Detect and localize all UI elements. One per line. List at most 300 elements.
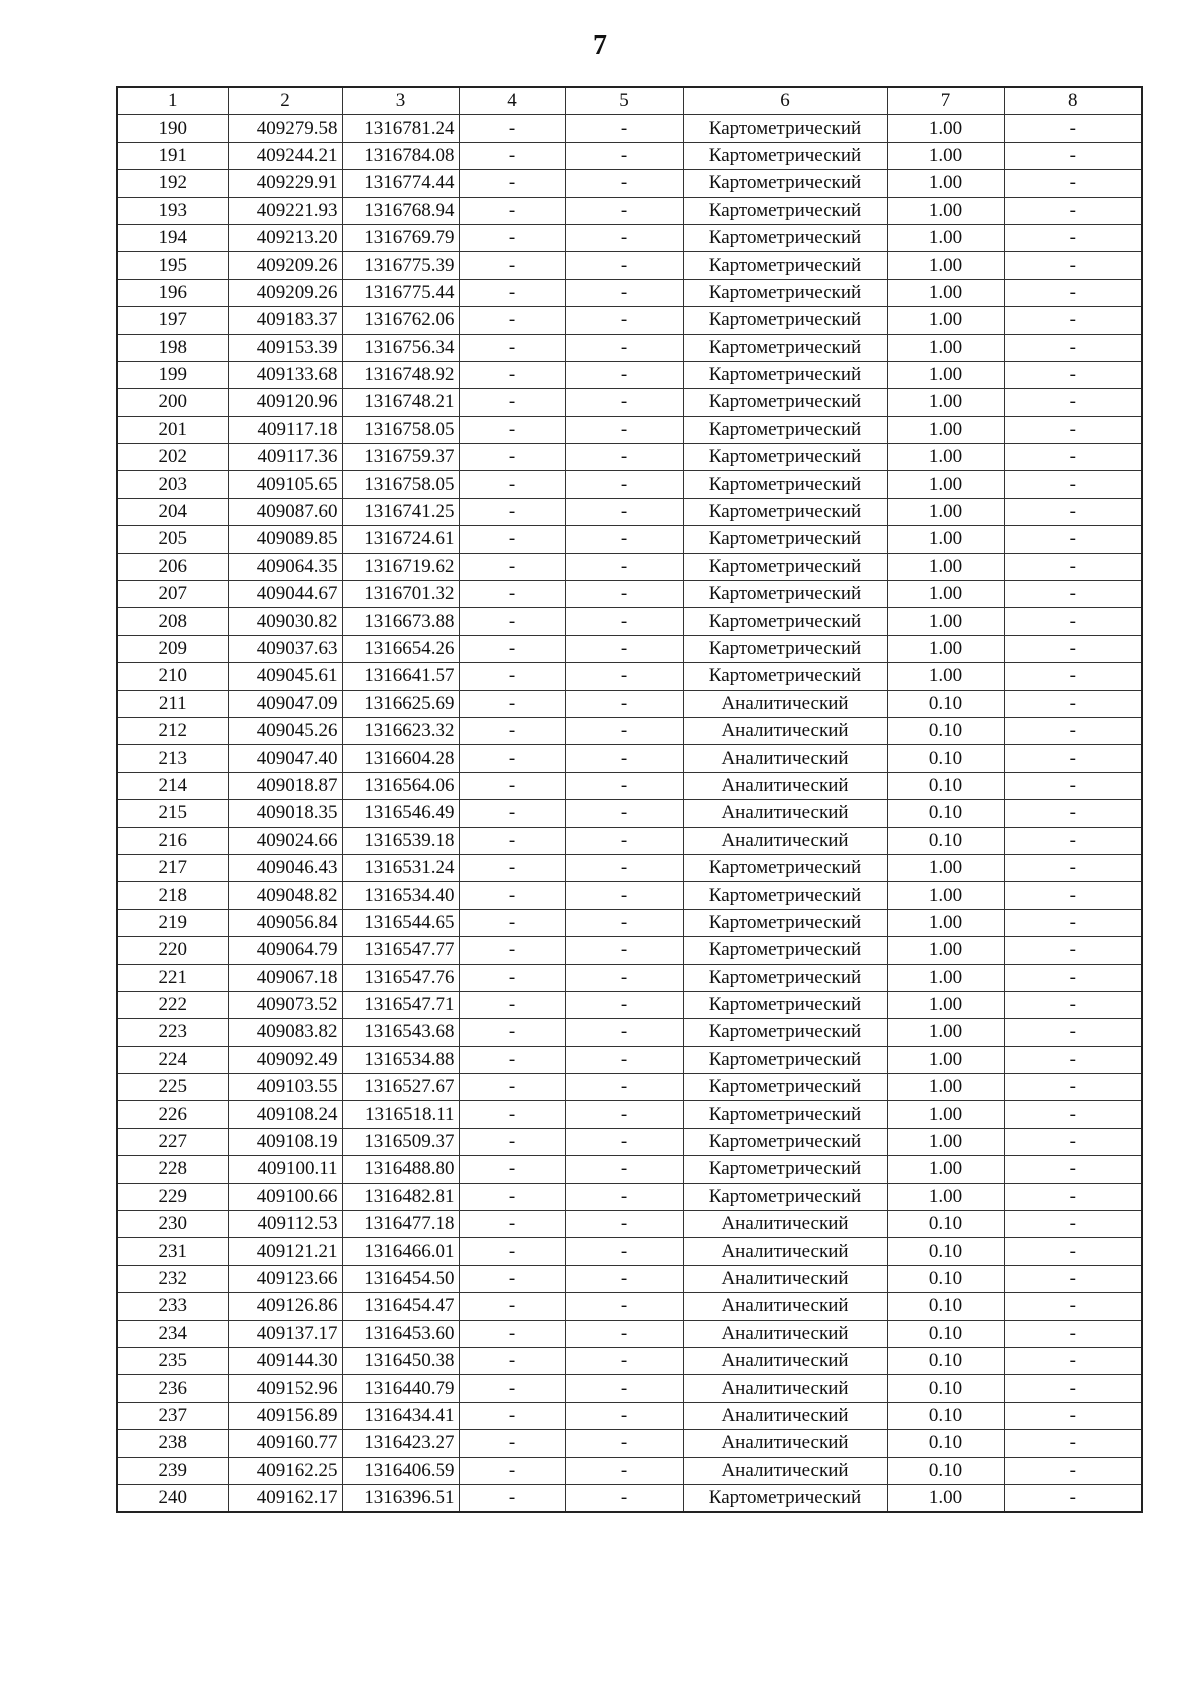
table-cell: -	[459, 1402, 565, 1429]
table-cell: 1.00	[887, 581, 1004, 608]
table-cell: -	[1004, 964, 1142, 991]
table-cell: Картометрический	[683, 115, 887, 142]
header-cell: 5	[565, 87, 683, 115]
table-cell: 194	[117, 224, 228, 251]
table-cell: -	[565, 252, 683, 279]
table-cell: -	[459, 608, 565, 635]
table-cell: 214	[117, 772, 228, 799]
table-cell: 1.00	[887, 909, 1004, 936]
table-row	[117, 635, 1142, 662]
table-cell: 409137.17	[228, 1320, 342, 1347]
table-cell: Аналитический	[683, 827, 887, 854]
table-cell: -	[565, 170, 683, 197]
table-cell: 409103.55	[228, 1074, 342, 1101]
table-cell: 409018.35	[228, 800, 342, 827]
table-cell: 224	[117, 1046, 228, 1073]
table-cell: 409162.25	[228, 1457, 342, 1484]
table-cell: 1316781.24	[342, 115, 459, 142]
table-cell: -	[459, 498, 565, 525]
table-cell: 1.00	[887, 170, 1004, 197]
table-cell: 1316724.61	[342, 526, 459, 553]
table-cell: 409037.63	[228, 635, 342, 662]
table-cell: -	[459, 1019, 565, 1046]
header-cell: 6	[683, 87, 887, 115]
table-cell: 196	[117, 279, 228, 306]
table-cell: -	[1004, 170, 1142, 197]
table-cell: 209	[117, 635, 228, 662]
table-cell: -	[565, 772, 683, 799]
table-cell: -	[565, 1430, 683, 1457]
table-cell: 0.10	[887, 1320, 1004, 1347]
table-cell: -	[459, 745, 565, 772]
table-row	[117, 553, 1142, 580]
table-row	[117, 717, 1142, 744]
table-cell: -	[565, 361, 683, 388]
table-cell: -	[1004, 389, 1142, 416]
table-cell: 1316775.44	[342, 279, 459, 306]
table-cell: Картометрический	[683, 170, 887, 197]
table-row	[117, 1402, 1142, 1429]
table-row	[117, 991, 1142, 1018]
table-row	[117, 772, 1142, 799]
table-cell: 213	[117, 745, 228, 772]
table-row	[117, 444, 1142, 471]
table-cell: 1316509.37	[342, 1128, 459, 1155]
table-row	[117, 1347, 1142, 1374]
table-cell: -	[565, 909, 683, 936]
table-cell: Аналитический	[683, 1375, 887, 1402]
table-cell: -	[459, 1347, 565, 1374]
table-cell: Аналитический	[683, 1265, 887, 1292]
table-cell: 207	[117, 581, 228, 608]
table-cell: -	[565, 307, 683, 334]
table-cell: 1.00	[887, 471, 1004, 498]
table-cell: -	[459, 772, 565, 799]
table-cell: 1.00	[887, 416, 1004, 443]
table-cell: -	[1004, 1101, 1142, 1128]
table-cell: 1.00	[887, 635, 1004, 662]
table-cell: 1316482.81	[342, 1183, 459, 1210]
table-cell: -	[1004, 416, 1142, 443]
table-cell: -	[565, 1402, 683, 1429]
table-cell: -	[565, 471, 683, 498]
header-cell: 2	[228, 87, 342, 115]
table-cell: 208	[117, 608, 228, 635]
table-cell: -	[565, 416, 683, 443]
table-cell: -	[459, 635, 565, 662]
table-cell: 1316768.94	[342, 197, 459, 224]
table-cell: 1.00	[887, 444, 1004, 471]
table-cell: 1316547.71	[342, 991, 459, 1018]
table-cell: Картометрический	[683, 553, 887, 580]
table-cell: -	[459, 854, 565, 881]
table-cell: 1.00	[887, 307, 1004, 334]
table-cell: -	[565, 526, 683, 553]
table-row	[117, 416, 1142, 443]
table-cell: 206	[117, 553, 228, 580]
table-cell: 409092.49	[228, 1046, 342, 1073]
table-cell: 212	[117, 717, 228, 744]
table-row	[117, 827, 1142, 854]
table-cell: -	[459, 1484, 565, 1512]
table-row	[117, 1238, 1142, 1265]
table-cell: -	[1004, 1375, 1142, 1402]
table-cell: -	[459, 1156, 565, 1183]
table-cell: 1316719.62	[342, 553, 459, 580]
table-cell: 1316396.51	[342, 1484, 459, 1512]
table-row	[117, 1457, 1142, 1484]
table-cell: 0.10	[887, 1347, 1004, 1374]
table-cell: 192	[117, 170, 228, 197]
table-cell: -	[459, 526, 565, 553]
table-cell: 409030.82	[228, 608, 342, 635]
table-cell: 409126.86	[228, 1293, 342, 1320]
table-cell: -	[1004, 444, 1142, 471]
table-cell: 409120.96	[228, 389, 342, 416]
table-cell: Картометрический	[683, 1156, 887, 1183]
table-cell: 220	[117, 937, 228, 964]
table-cell: 0.10	[887, 1457, 1004, 1484]
table-cell: Картометрический	[683, 909, 887, 936]
table-cell: 200	[117, 389, 228, 416]
table-cell: 0.10	[887, 717, 1004, 744]
table-cell: -	[1004, 717, 1142, 744]
table-cell: -	[1004, 197, 1142, 224]
table-cell: 1.00	[887, 991, 1004, 1018]
table-cell: -	[1004, 827, 1142, 854]
table-cell: -	[1004, 1238, 1142, 1265]
table-cell: 1316423.27	[342, 1430, 459, 1457]
table-cell: -	[565, 1293, 683, 1320]
table-cell: 233	[117, 1293, 228, 1320]
table-cell: 1316748.21	[342, 389, 459, 416]
table-cell: -	[565, 197, 683, 224]
table-cell: -	[459, 1265, 565, 1292]
table-cell: 1.00	[887, 1128, 1004, 1155]
table-cell: 409144.30	[228, 1347, 342, 1374]
table-cell: Картометрический	[683, 252, 887, 279]
table-row	[117, 1320, 1142, 1347]
page-number: 7	[593, 30, 607, 61]
table-cell: -	[565, 745, 683, 772]
table-cell: -	[1004, 526, 1142, 553]
header-cell: 7	[887, 87, 1004, 115]
table-row	[117, 1375, 1142, 1402]
table-cell: -	[459, 553, 565, 580]
table-cell: -	[459, 142, 565, 169]
table-row	[117, 800, 1142, 827]
table-cell: 1.00	[887, 553, 1004, 580]
table-cell: 1.00	[887, 526, 1004, 553]
table-cell: Картометрический	[683, 416, 887, 443]
table-cell: -	[1004, 1128, 1142, 1155]
table-cell: -	[1004, 772, 1142, 799]
table-cell: 1.00	[887, 608, 1004, 635]
table-cell: -	[459, 1320, 565, 1347]
table-row	[117, 142, 1142, 169]
table-cell: 409209.26	[228, 279, 342, 306]
table-cell: 201	[117, 416, 228, 443]
table-cell: 1316758.05	[342, 416, 459, 443]
table-cell: -	[565, 389, 683, 416]
table-cell: 409279.58	[228, 115, 342, 142]
table-cell: 409100.66	[228, 1183, 342, 1210]
table-cell: 409209.26	[228, 252, 342, 279]
table-cell: Аналитический	[683, 1293, 887, 1320]
table-cell: -	[1004, 471, 1142, 498]
table-cell: Картометрический	[683, 1046, 887, 1073]
table-cell: 216	[117, 827, 228, 854]
table-cell: 409083.82	[228, 1019, 342, 1046]
table-cell: Картометрический	[683, 964, 887, 991]
table-cell: -	[565, 1019, 683, 1046]
table-cell: Картометрический	[683, 279, 887, 306]
table-cell: -	[459, 1211, 565, 1238]
table-cell: -	[565, 279, 683, 306]
table-row	[117, 581, 1142, 608]
table-cell: 0.10	[887, 1293, 1004, 1320]
table-cell: 235	[117, 1347, 228, 1374]
table-cell: 1316518.11	[342, 1101, 459, 1128]
table-cell: -	[1004, 581, 1142, 608]
table-cell: -	[565, 115, 683, 142]
table-cell: 1.00	[887, 1101, 1004, 1128]
table-cell: 199	[117, 361, 228, 388]
table-cell: -	[565, 1265, 683, 1292]
table-body	[117, 115, 1142, 1512]
table-cell: -	[1004, 663, 1142, 690]
table-cell: -	[459, 1293, 565, 1320]
table-cell: Картометрический	[683, 1183, 887, 1210]
table-cell: -	[459, 581, 565, 608]
table-row	[117, 361, 1142, 388]
table-cell: -	[565, 663, 683, 690]
table-cell: 1.00	[887, 663, 1004, 690]
table-cell: -	[459, 1375, 565, 1402]
table-cell: -	[1004, 854, 1142, 881]
table-cell: -	[459, 307, 565, 334]
table-row	[117, 471, 1142, 498]
table-cell: 1316623.32	[342, 717, 459, 744]
table-cell: 236	[117, 1375, 228, 1402]
table-cell: 409133.68	[228, 361, 342, 388]
table-row	[117, 745, 1142, 772]
table-cell: 1316673.88	[342, 608, 459, 635]
table-cell: 1.00	[887, 1019, 1004, 1046]
table-cell: -	[565, 991, 683, 1018]
table-cell: -	[1004, 1183, 1142, 1210]
table-cell: -	[459, 444, 565, 471]
table-cell: Аналитический	[683, 772, 887, 799]
table-cell: Аналитический	[683, 1238, 887, 1265]
table-cell: 231	[117, 1238, 228, 1265]
table-cell: 202	[117, 444, 228, 471]
table-cell: 1316625.69	[342, 690, 459, 717]
table-cell: Картометрический	[683, 142, 887, 169]
table-cell: 1.00	[887, 361, 1004, 388]
table-cell: -	[459, 800, 565, 827]
table-row	[117, 170, 1142, 197]
table-row	[117, 608, 1142, 635]
table-cell: -	[1004, 1430, 1142, 1457]
table-cell: Аналитический	[683, 1457, 887, 1484]
table-cell: 1316534.88	[342, 1046, 459, 1073]
table-cell: -	[459, 1430, 565, 1457]
table-row	[117, 690, 1142, 717]
table-cell: 197	[117, 307, 228, 334]
table-cell: 409056.84	[228, 909, 342, 936]
table-cell: 409048.82	[228, 882, 342, 909]
table-cell: -	[565, 498, 683, 525]
table-cell: 409213.20	[228, 224, 342, 251]
table-cell: 1316543.68	[342, 1019, 459, 1046]
table-cell: 409183.37	[228, 307, 342, 334]
table-cell: -	[565, 608, 683, 635]
table-cell: -	[565, 827, 683, 854]
table-cell: 409046.43	[228, 854, 342, 881]
table-cell: 1316741.25	[342, 498, 459, 525]
table-cell: 409047.40	[228, 745, 342, 772]
table-cell: -	[459, 389, 565, 416]
table-cell: 409153.39	[228, 334, 342, 361]
table-cell: -	[459, 197, 565, 224]
table-cell: Аналитический	[683, 1347, 887, 1374]
table-cell: Аналитический	[683, 800, 887, 827]
table-row	[117, 1293, 1142, 1320]
table-cell: Картометрический	[683, 882, 887, 909]
table-cell: 409117.36	[228, 444, 342, 471]
table-cell: 409121.21	[228, 1238, 342, 1265]
table-cell: 1316547.76	[342, 964, 459, 991]
table-cell: 1.00	[887, 964, 1004, 991]
table-cell: 229	[117, 1183, 228, 1210]
table-cell: -	[1004, 252, 1142, 279]
table-cell: -	[565, 1046, 683, 1073]
table-cell: Картометрический	[683, 608, 887, 635]
table-cell: 409221.93	[228, 197, 342, 224]
table-cell: 1316769.79	[342, 224, 459, 251]
table-row	[117, 252, 1142, 279]
table-cell: 409152.96	[228, 1375, 342, 1402]
table-cell: 0.10	[887, 1211, 1004, 1238]
table-cell: -	[459, 224, 565, 251]
table-cell: -	[565, 937, 683, 964]
table-cell: -	[1004, 1402, 1142, 1429]
table-cell: -	[565, 1101, 683, 1128]
table-cell: -	[565, 854, 683, 881]
table-cell: 0.10	[887, 1238, 1004, 1265]
table-cell: 1.00	[887, 1484, 1004, 1512]
table-cell: -	[459, 252, 565, 279]
table-cell: Картометрический	[683, 498, 887, 525]
table-row	[117, 1128, 1142, 1155]
table-cell: Картометрический	[683, 471, 887, 498]
table-cell: 409100.11	[228, 1156, 342, 1183]
table-cell: 409108.19	[228, 1128, 342, 1155]
table-cell: 0.10	[887, 800, 1004, 827]
table-row	[117, 937, 1142, 964]
table-cell: 409105.65	[228, 471, 342, 498]
table-cell: Картометрический	[683, 361, 887, 388]
table-cell: 0.10	[887, 1265, 1004, 1292]
table-cell: Картометрический	[683, 854, 887, 881]
table-row	[117, 498, 1142, 525]
table-cell: -	[459, 663, 565, 690]
table-cell: 1316477.18	[342, 1211, 459, 1238]
table-cell: -	[1004, 142, 1142, 169]
table-cell: -	[1004, 1019, 1142, 1046]
table-cell: 1316546.49	[342, 800, 459, 827]
table-cell: 1.00	[887, 252, 1004, 279]
table-cell: 1316641.57	[342, 663, 459, 690]
table-cell: -	[1004, 745, 1142, 772]
table-cell: 204	[117, 498, 228, 525]
table-cell: -	[565, 1238, 683, 1265]
table-cell: -	[459, 1128, 565, 1155]
table-cell: 217	[117, 854, 228, 881]
table-cell: -	[1004, 991, 1142, 1018]
table-cell: -	[1004, 498, 1142, 525]
table-cell: 1.00	[887, 1074, 1004, 1101]
table-cell: 232	[117, 1265, 228, 1292]
table-cell: -	[565, 224, 683, 251]
table-cell: 1316762.06	[342, 307, 459, 334]
table-cell: -	[459, 690, 565, 717]
table-cell: 230	[117, 1211, 228, 1238]
table-cell: 409047.09	[228, 690, 342, 717]
coordinates-table	[116, 86, 1143, 1513]
table-cell: 0.10	[887, 1430, 1004, 1457]
table-cell: 409064.35	[228, 553, 342, 580]
table-cell: -	[565, 581, 683, 608]
table-cell: Картометрический	[683, 581, 887, 608]
table-cell: 1316453.60	[342, 1320, 459, 1347]
table-cell: -	[1004, 334, 1142, 361]
table-cell: 409162.17	[228, 1484, 342, 1512]
table-cell: 409024.66	[228, 827, 342, 854]
header-cell: 4	[459, 87, 565, 115]
table-cell: 1316406.59	[342, 1457, 459, 1484]
table-cell: -	[459, 827, 565, 854]
table-cell: -	[565, 1183, 683, 1210]
table-cell: Аналитический	[683, 1402, 887, 1429]
table-cell: 409045.61	[228, 663, 342, 690]
table-cell: -	[565, 1457, 683, 1484]
table-cell: -	[459, 1238, 565, 1265]
table-row	[117, 1019, 1142, 1046]
table-cell: 239	[117, 1457, 228, 1484]
table-cell: Картометрический	[683, 663, 887, 690]
table-cell: 0.10	[887, 690, 1004, 717]
table-cell: 1.00	[887, 224, 1004, 251]
table-cell: 1.00	[887, 115, 1004, 142]
table-cell: -	[459, 909, 565, 936]
table-cell: 409018.87	[228, 772, 342, 799]
table-cell: -	[565, 800, 683, 827]
table-cell: -	[459, 882, 565, 909]
table-cell: 1316748.92	[342, 361, 459, 388]
table-cell: -	[565, 882, 683, 909]
table-cell: -	[459, 991, 565, 1018]
table-cell: -	[565, 964, 683, 991]
table-cell: -	[1004, 1211, 1142, 1238]
table-row	[117, 389, 1142, 416]
table-cell: -	[459, 717, 565, 744]
table-cell: 1316539.18	[342, 827, 459, 854]
table-cell: 1316454.50	[342, 1265, 459, 1292]
table-cell: -	[1004, 937, 1142, 964]
table-cell: 1316774.44	[342, 170, 459, 197]
